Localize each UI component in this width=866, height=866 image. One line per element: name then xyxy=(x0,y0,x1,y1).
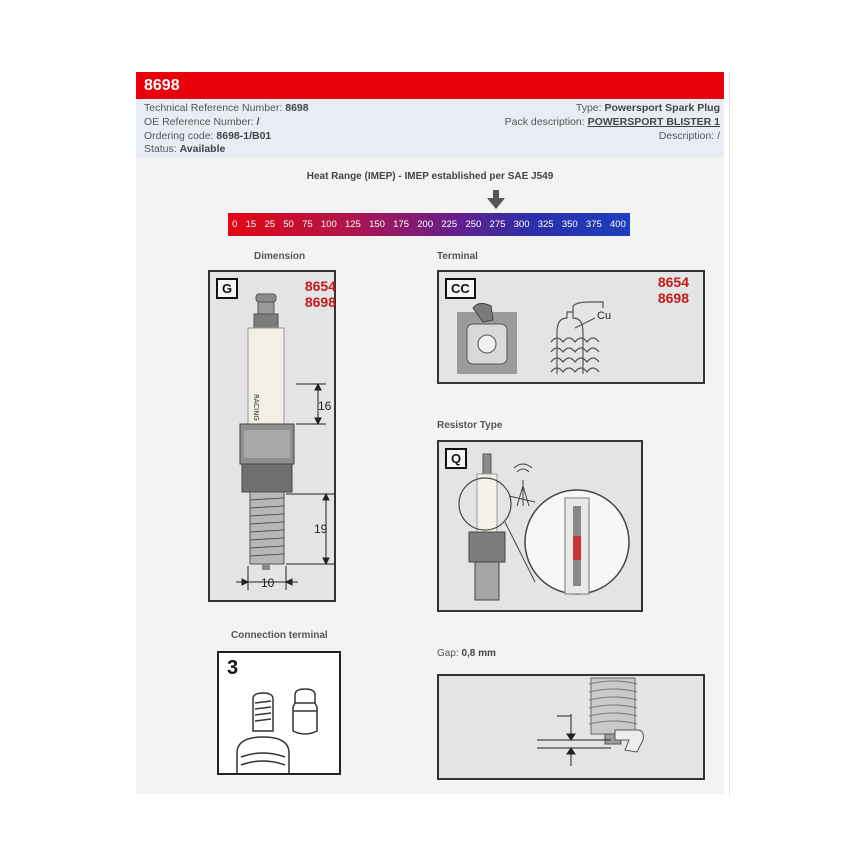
ordering-code-row xyxy=(144,130,309,144)
hex-dimension: 16 xyxy=(318,399,332,413)
terminal-panel xyxy=(437,270,705,384)
status-label: Status: xyxy=(144,143,177,156)
heat-range-title: Heat Range (IMEP) - IMEP established per SAE J549 xyxy=(306,171,554,182)
tech-ref-row xyxy=(144,102,309,116)
tech-ref-label: Technical Reference Number: xyxy=(144,102,283,114)
tech-ref-value: 8698 xyxy=(285,102,309,114)
dimension-code-1: 8654 xyxy=(304,278,336,294)
type-row xyxy=(505,102,720,116)
info-right-column xyxy=(505,102,720,143)
heat-range-value: 75 xyxy=(302,219,313,230)
spark-plug-dimension-drawing xyxy=(210,272,334,600)
dimension-code: G xyxy=(216,278,238,299)
heat-range-value: 250 xyxy=(465,219,482,230)
thread-dimension: 10 xyxy=(261,576,275,590)
dimension-panel xyxy=(208,270,336,602)
heat-range-value: 125 xyxy=(344,219,361,230)
gap-panel xyxy=(437,674,705,780)
product-info-box xyxy=(136,99,724,158)
resistor-code: Q xyxy=(445,448,467,469)
copper-core-label: Cu xyxy=(597,310,612,322)
heat-range-value: 150 xyxy=(369,219,385,230)
description-value: / xyxy=(717,129,720,142)
ordering-code-value: 8698-1/B01 xyxy=(216,129,272,142)
terminal-code-1: 8654 xyxy=(657,274,689,290)
resistor-type-label: Resistor Type xyxy=(437,420,503,431)
svg-text:RACING: RACING xyxy=(252,394,260,421)
info-left-column xyxy=(144,102,309,157)
connection-terminal-number: 3 xyxy=(227,657,239,679)
terminal-code-2: 8698 xyxy=(657,290,689,306)
gap-label-text: Gap: xyxy=(437,648,459,659)
electrode-drawing xyxy=(439,272,703,382)
pack-description-link[interactable]: POWERSPORT BLISTER 1 xyxy=(587,115,720,128)
heat-range-value: 15 xyxy=(245,219,257,230)
heat-range-value: 200 xyxy=(417,219,434,230)
gap-drawing xyxy=(439,676,703,778)
heat-range-value: 275 xyxy=(489,219,506,230)
type-label: Type: xyxy=(575,102,602,114)
heat-range-value: 300 xyxy=(513,219,530,230)
pack-row xyxy=(505,116,720,130)
heat-range-value: 350 xyxy=(561,219,578,230)
heat-range-value: 0 xyxy=(232,219,238,230)
pack-label: Pack description: xyxy=(504,115,585,128)
terminal-code: CC xyxy=(445,278,476,299)
resistor-drawing xyxy=(439,442,641,610)
product-title: 8698 xyxy=(136,72,724,99)
gap-label xyxy=(437,648,496,659)
oe-ref-label: OE Reference Number: xyxy=(144,115,254,128)
description-label: Description: xyxy=(658,129,715,142)
oe-ref-row xyxy=(144,116,309,130)
dimension-code-2: 8698 xyxy=(304,294,336,310)
resistor-panel xyxy=(437,440,643,612)
terminal-label: Terminal xyxy=(437,251,478,262)
heat-range-value: 50 xyxy=(283,219,294,230)
type-value: Powersport Spark Plug xyxy=(604,102,720,114)
connection-terminal-panel xyxy=(217,651,341,775)
gap-value: 0,8 mm xyxy=(461,648,496,659)
description-row xyxy=(505,130,720,144)
reach-dimension: 19 xyxy=(314,522,328,536)
connection-terminal-label: Connection terminal xyxy=(231,630,328,641)
heat-range-value: 25 xyxy=(264,219,276,230)
heat-range-value: 400 xyxy=(610,219,626,230)
heat-range-value: 175 xyxy=(393,219,410,230)
heat-range-scale xyxy=(228,213,630,236)
dimension-label: Dimension xyxy=(254,251,306,262)
ordering-code-label: Ordering code: xyxy=(144,129,214,142)
status-row xyxy=(144,143,309,157)
heat-range-value: 375 xyxy=(585,219,602,230)
oe-ref-value: / xyxy=(256,115,260,128)
status-value: Available xyxy=(179,143,226,156)
heat-range-value: 100 xyxy=(320,219,337,230)
heat-range-value: 325 xyxy=(537,219,554,230)
heat-range-indicator-icon xyxy=(486,190,506,210)
heat-range-value: 225 xyxy=(441,219,458,230)
connection-terminal-drawing xyxy=(219,653,339,773)
